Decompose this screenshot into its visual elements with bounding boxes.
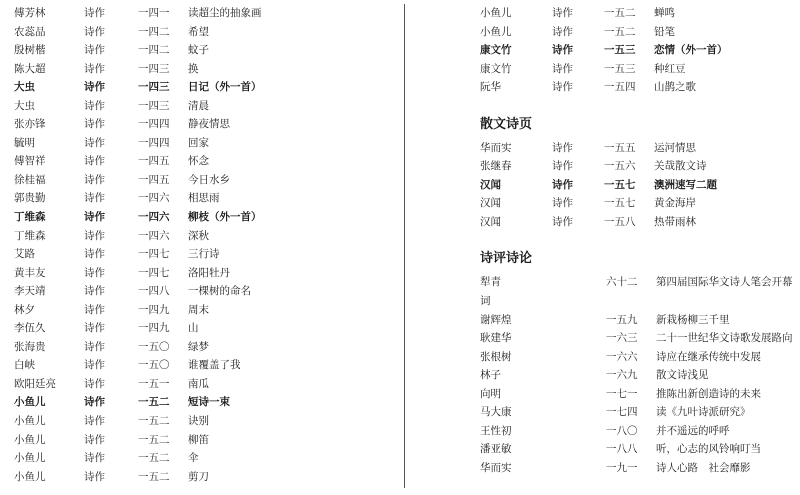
entry-page: 一六三 [606,332,638,345]
entry-category: 诗作 [552,215,573,228]
entry-title-continuation: 词 [480,295,491,308]
entry-page: 一四七 [138,266,170,279]
entry-page: 一五七 [604,178,636,191]
entry-title: 伞 [188,452,199,465]
toc-entry [480,139,798,158]
entry-title: 听，心志的风铃响叮当 [656,443,761,456]
entry-author: 农蕊品 [14,25,46,38]
entry-page: 一九一 [606,461,638,474]
entry-title: 诗应在继承传统中发展 [656,350,761,363]
entry-title: 推陈出新创造诗的未来 [656,387,761,400]
entry-author: 王性初 [480,424,512,437]
entry-page: 一四八 [138,285,170,298]
toc-entry [480,403,798,422]
toc-entry [14,338,394,357]
entry-title: 蚊子 [188,44,209,57]
entry-title: 短诗一束 [188,396,230,409]
entry-author: 汉闻 [480,178,501,191]
entry-author: 傅芳林 [14,7,46,19]
entry-category: 诗作 [552,62,573,75]
entry-category: 诗作 [84,285,105,298]
entry-category: 诗作 [552,141,573,154]
entry-category: 诗作 [84,266,105,279]
entry-author: 谢辉煌 [480,313,512,326]
toc-entry [14,431,394,450]
entry-title: 三行诗 [188,248,220,261]
entry-category: 诗作 [84,322,105,335]
toc-entry [480,366,798,385]
entry-page: 一四五 [138,173,170,186]
entry-page: 一五〇 [138,340,170,353]
entry-category: 诗作 [84,44,105,57]
entry-author: 林子 [480,369,501,382]
right-column [480,4,798,477]
entry-author: 张亦锋 [14,118,46,131]
entry-title: 诀别 [188,415,209,428]
toc-entry [14,264,394,283]
toc-entry [14,412,394,431]
entry-page: 一五六 [604,160,636,173]
left-column [14,4,394,486]
toc-entry [14,23,394,42]
entry-author: 大虫 [14,99,35,112]
entry-title: 静夜情思 [188,118,230,131]
entry-title: 今日水乡 [188,173,230,186]
entry-title: 蝉鸣 [654,7,675,19]
entry-page: 一五二 [138,396,170,409]
entry-title: 相思雨 [188,192,220,205]
toc-entry [480,348,798,367]
entry-category: 诗作 [552,197,573,210]
toc-entry [480,23,798,42]
entry-author: 小鱼儿 [14,470,46,483]
entry-page: 一五二 [604,25,636,38]
entry-page: 一八〇 [606,424,638,437]
entry-title: 剪刀 [188,470,209,483]
entry-page: 一四四 [138,118,170,131]
entry-page: 一五七 [604,197,636,210]
entry-page: 一四三 [138,62,170,75]
entry-title: 日记（外一首） [188,81,262,94]
entry-page: 一六六 [606,350,638,363]
entry-title: 恋情（外一首） [654,44,728,57]
entry-author: 黄丰友 [14,266,46,279]
entry-title: 山鹊之歌 [654,81,696,94]
toc-entry [480,176,798,195]
entry-title: 运河情思 [654,141,696,154]
entry-category: 诗作 [552,81,573,94]
toc-entry [480,213,798,232]
entry-author: 林夕 [14,303,35,316]
entry-author: 耿建华 [480,332,512,345]
entry-category: 诗作 [84,118,105,131]
entry-page: 一五二 [138,415,170,428]
entry-page: 一四三 [138,81,170,94]
entry-author: 李天靖 [14,285,46,298]
entry-author: 阮华 [480,81,501,94]
entry-author: 白峡 [14,359,35,372]
entry-author: 小鱼儿 [480,7,512,19]
toc-entry [14,356,394,375]
entry-page: 一四一 [138,7,170,19]
entry-category: 诗作 [84,359,105,372]
entry-author: 殷树楷 [14,44,46,57]
entry-title: 柳枝（外一首） [188,211,262,224]
entry-page: 一四五 [138,155,170,168]
entry-category: 诗作 [552,44,573,57]
entry-page: 一四六 [138,229,170,242]
entry-author: 潘亚敏 [480,443,512,456]
entry-title: 希望 [188,25,209,38]
entry-category: 诗作 [84,415,105,428]
toc-entry [14,189,394,208]
entry-author: 华而实 [480,141,512,154]
entry-title: 深秋 [188,229,209,242]
toc-entry [480,422,798,441]
entry-page: 一五二 [138,433,170,446]
entry-page: 一四二 [138,44,170,57]
entry-category: 诗作 [84,229,105,242]
entry-page: 六十二 [606,276,638,289]
entry-category: 诗作 [84,7,105,19]
entry-title: 柳笛 [188,433,209,446]
entry-category: 诗作 [552,25,573,38]
entry-title: 换 [188,62,199,75]
entry-page: 一五八 [604,215,636,228]
toc-entry [14,97,394,116]
entry-title: 新栽杨柳三千里 [656,313,730,326]
entry-category: 诗作 [84,211,105,224]
entry-author: 小鱼儿 [14,433,46,446]
entry-title: 南瓜 [188,377,209,390]
entry-page: 一五〇 [138,359,170,372]
toc-entry [480,440,798,459]
entry-page: 一四九 [138,303,170,316]
entry-title: 读《九叶诗派研究》 [656,406,751,419]
toc-entry [480,385,798,404]
entry-page: 一五二 [138,470,170,483]
entry-category: 诗作 [84,340,105,353]
entry-author: 大虫 [14,81,35,94]
section-heading-poetry-criticism: 诗评诗论 [480,251,533,267]
entry-title: 洛阳牡丹 [188,266,230,279]
entry-author: 欧阳廷亮 [14,377,56,390]
entry-page: 一五四 [604,81,636,94]
entry-category: 诗作 [84,155,105,168]
entry-category: 诗作 [84,62,105,75]
entry-author: 汉闻 [480,197,501,210]
entry-page: 一五二 [604,7,636,19]
toc-entry [14,78,394,97]
entry-author: 康文竹 [480,62,512,75]
entry-category: 诗作 [84,377,105,390]
entry-author: 马大康 [480,406,512,419]
entry-author: 徐桂福 [14,173,46,186]
toc-entry [14,393,394,412]
entry-author: 小鱼儿 [14,452,46,465]
entry-category: 诗作 [84,99,105,112]
entry-author: 丁维森 [14,211,46,224]
entry-page: 一五三 [604,44,636,57]
toc-entry [480,459,798,478]
toc-entry [14,41,394,60]
entry-title: 回家 [188,136,209,149]
entry-category: 诗作 [552,178,573,191]
entry-title: 周末 [188,303,209,316]
toc-entry [14,115,394,134]
entry-author: 郭贵勤 [14,192,46,205]
entry-page: 一五三 [604,62,636,75]
entry-title: 热带雨林 [654,215,696,228]
entry-page: 一五五 [604,141,636,154]
entry-title: 谁覆盖了我 [188,359,241,372]
entry-category: 诗作 [84,81,105,94]
entry-category: 诗作 [84,452,105,465]
entry-title: 铅笔 [654,25,675,38]
entry-category: 诗作 [84,25,105,38]
toc-entry [14,301,394,320]
entry-title: 并不遥远的呼呼 [656,424,730,437]
entry-page: 一四二 [138,25,170,38]
toc-entry [14,227,394,246]
entry-author: 小鱼儿 [14,415,46,428]
toc-entry [14,171,394,190]
entry-author: 小鱼儿 [480,25,512,38]
toc-entry [480,329,798,348]
entry-page: 一四六 [138,192,170,205]
entry-page: 一四六 [138,211,170,224]
toc-entry [14,468,394,487]
entry-author: 向明 [480,387,501,400]
entry-author: 张根树 [480,350,512,363]
entry-author: 张海贵 [14,340,46,353]
entry-category: 诗作 [84,173,105,186]
entry-author: 小鱼儿 [14,396,46,409]
entry-category: 诗作 [552,160,573,173]
entry-title: 诗人心路 社会靡影 [656,461,751,474]
entry-category: 诗作 [552,7,573,19]
entry-author: 艾路 [14,248,35,261]
entry-title: 关哉散文诗 [654,160,707,173]
column-divider [404,4,405,488]
entry-page: 一五二 [138,452,170,465]
toc-entry [14,60,394,79]
entry-author: 华而实 [480,461,512,474]
entry-category: 诗作 [84,470,105,483]
toc-entry [14,375,394,394]
entry-page: 一六九 [606,369,638,382]
entry-title: 一棵树的命名 [188,285,251,298]
entry-page: 一七四 [606,406,638,419]
toc-entry [14,134,394,153]
entry-author: 毓明 [14,136,35,149]
toc-entry [480,60,798,79]
toc-entry [480,4,798,23]
entry-author: 陈大超 [14,62,46,75]
entry-title: 山 [188,322,199,335]
toc-entry [14,282,394,301]
toc-entry [14,152,394,171]
entry-title: 绿梦 [188,340,209,353]
entry-title: 黄金海岸 [654,197,696,210]
entry-title: 读超尘的抽象画 [188,7,262,19]
toc-entry [14,245,394,264]
entry-category: 诗作 [84,396,105,409]
toc-entry [480,78,798,97]
toc-entry [14,319,394,338]
entry-title: 二十一世纪华文诗歌发展路向 [656,332,793,345]
section-heading-prose-poetry: 散文诗页 [480,116,533,132]
toc-entry [14,449,394,468]
entry-page: 一四七 [138,248,170,261]
entry-page: 一八八 [606,443,638,456]
toc-entry-continuation [480,292,798,311]
toc-entry [480,157,798,176]
entry-title: 散文诗浅见 [656,369,709,382]
toc-entry [14,4,394,23]
entry-author: 犁青 [480,276,501,289]
entry-category: 诗作 [84,192,105,205]
entry-category: 诗作 [84,248,105,261]
entry-author: 汉闻 [480,215,501,228]
entry-page: 一四九 [138,322,170,335]
entry-category: 诗作 [84,136,105,149]
entry-category: 诗作 [84,433,105,446]
toc-entry [14,208,394,227]
entry-page: 一四四 [138,136,170,149]
entry-author: 张继春 [480,160,512,173]
entry-author: 康文竹 [480,44,512,57]
entry-author: 李伍久 [14,322,46,335]
toc-entry [480,194,798,213]
toc-entry [480,311,798,330]
entry-author: 丁维森 [14,229,46,242]
entry-title: 清晨 [188,99,209,112]
entry-page: 一五一 [138,377,170,390]
toc-entry [480,41,798,60]
entry-page: 一五九 [606,313,638,326]
entry-title: 怀念 [188,155,209,168]
entry-category: 诗作 [84,303,105,316]
entry-title: 种红豆 [654,62,686,75]
toc-entry [480,273,798,292]
entry-author: 傅智祥 [14,155,46,168]
entry-page: 一四三 [138,99,170,112]
entry-title: 第四届国际华文诗人笔会开幕 [656,276,793,289]
entry-title: 澳洲速写二题 [654,178,717,191]
entry-page: 一七一 [606,387,638,400]
